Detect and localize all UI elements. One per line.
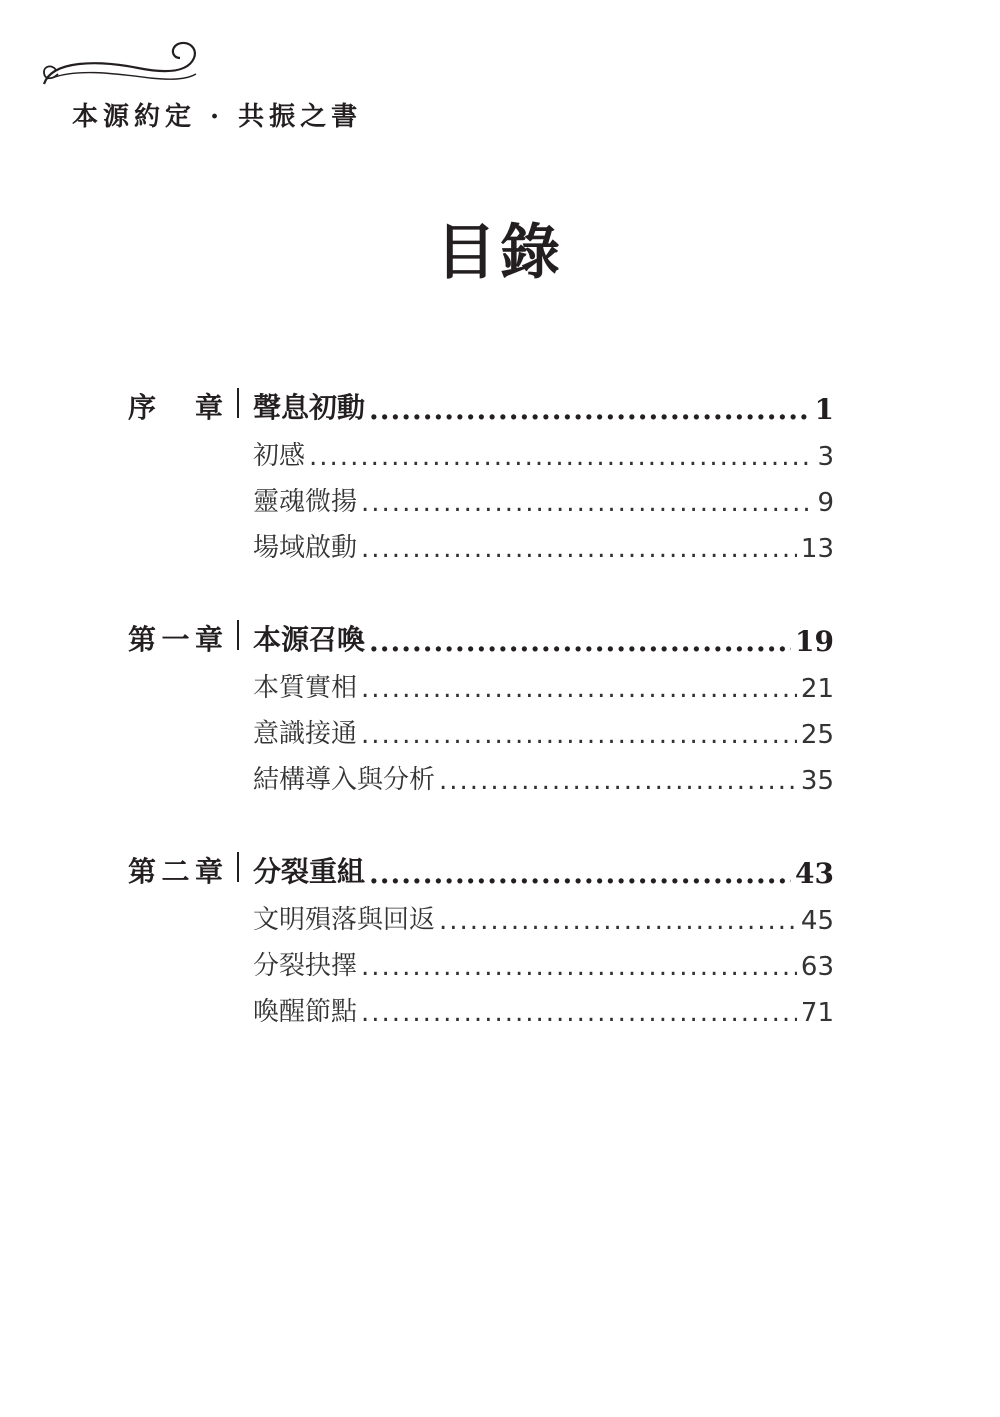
dot-leader <box>369 393 811 426</box>
dot-leader <box>361 488 813 518</box>
toc-section-entry[interactable] <box>253 936 834 982</box>
section-title: 初感 <box>253 441 306 471</box>
chapter-label: 序 章 <box>128 391 223 424</box>
dot-leader <box>369 625 791 658</box>
chapter-page-number: 43 <box>795 857 834 890</box>
table-of-contents <box>128 372 834 1068</box>
chapter-label: 第一章 <box>128 623 223 656</box>
dot-leader <box>361 674 797 704</box>
chapter-separator <box>237 388 239 418</box>
toc-chapter-entry[interactable] <box>128 836 834 890</box>
toc-section-entry[interactable] <box>253 982 834 1028</box>
toc-section-entry[interactable] <box>253 890 834 936</box>
chapter-separator <box>237 620 239 650</box>
section-title: 靈魂微揚 <box>253 487 358 517</box>
toc-section-entry[interactable] <box>253 518 834 564</box>
toc-section-entry[interactable] <box>253 750 834 796</box>
toc-section-entry[interactable] <box>253 658 834 704</box>
dot-leader <box>361 720 797 750</box>
section-title: 分裂抉擇 <box>253 951 358 981</box>
dot-leader <box>439 766 797 796</box>
toc-chapter-entry[interactable] <box>128 372 834 426</box>
toc-chapter <box>128 372 834 564</box>
chapter-page-number: 19 <box>795 625 834 658</box>
section-title: 結構導入與分析 <box>253 765 436 795</box>
toc-chapter <box>128 604 834 796</box>
toc-chapter <box>128 836 834 1028</box>
section-title: 喚醒節點 <box>253 997 358 1027</box>
section-page-number: 71 <box>800 998 834 1028</box>
toc-section-entry[interactable] <box>253 426 834 472</box>
section-title: 意識接通 <box>253 719 358 749</box>
dot-leader <box>361 534 797 564</box>
section-page-number: 13 <box>800 534 834 564</box>
toc-section-entry[interactable] <box>253 472 834 518</box>
toc-heading: 目錄 <box>436 218 564 288</box>
chapter-title: 分裂重組 <box>253 855 366 888</box>
section-page-number: 35 <box>800 766 834 796</box>
chapter-title: 聲息初動 <box>253 391 366 424</box>
dot-leader <box>439 906 797 936</box>
section-page-number: 21 <box>800 674 834 704</box>
book-title: 本源約定 · 共振之書 <box>72 102 363 132</box>
section-title: 文明殞落與回返 <box>253 905 436 935</box>
section-page-number: 25 <box>800 720 834 750</box>
dot-leader <box>309 442 813 472</box>
chapter-title: 本源召喚 <box>253 623 366 656</box>
section-title: 場域啟動 <box>253 533 358 563</box>
section-page-number: 63 <box>800 952 834 982</box>
dot-leader <box>361 998 797 1028</box>
swirl-ornament-icon <box>38 34 208 96</box>
dot-leader <box>369 857 791 890</box>
chapter-label: 第二章 <box>128 855 223 888</box>
toc-section-entry[interactable] <box>253 704 834 750</box>
toc-chapter-entry[interactable] <box>128 604 834 658</box>
chapter-page-number: 1 <box>814 393 834 426</box>
section-title: 本質實相 <box>253 673 358 703</box>
dot-leader <box>361 952 797 982</box>
chapter-separator <box>237 852 239 882</box>
section-page-number: 3 <box>817 442 834 472</box>
section-page-number: 45 <box>800 906 834 936</box>
section-page-number: 9 <box>817 488 834 518</box>
